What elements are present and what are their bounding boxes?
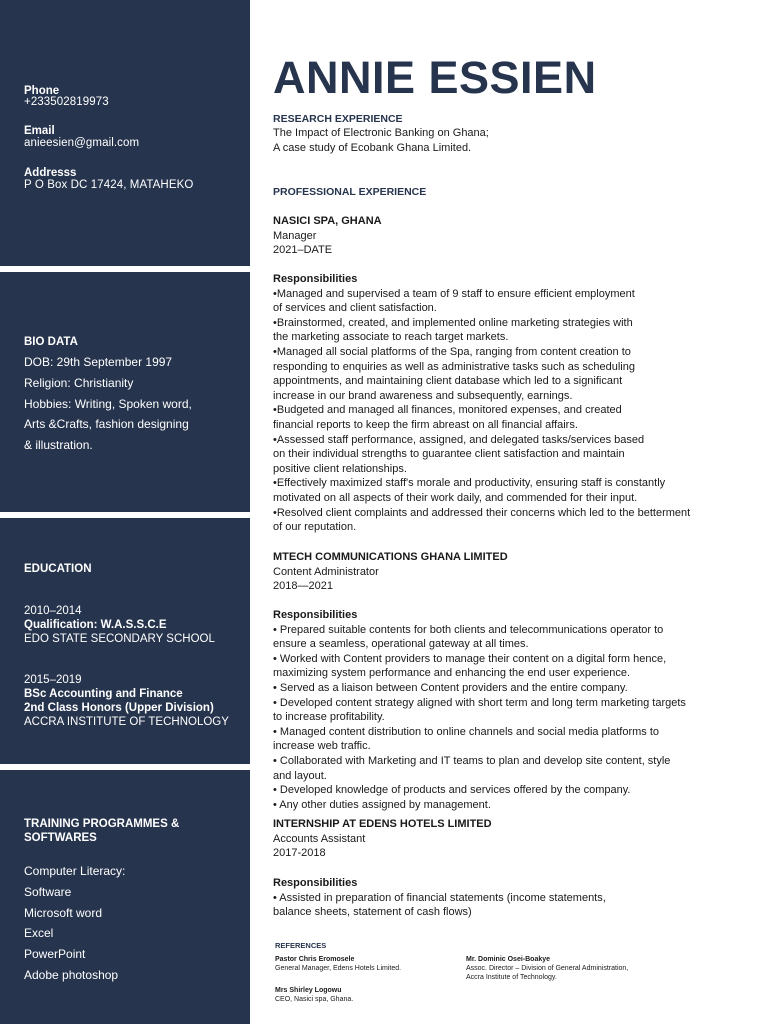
education-years: 2015–2019 (24, 674, 82, 686)
training-item: Software (24, 884, 72, 899)
reference-line: General Manager, Edens Hotels Limited. (275, 965, 402, 972)
bio-lines (24, 352, 192, 456)
resp-line: increase web traffic. (273, 740, 371, 753)
bio-line: Religion: Christianity (24, 375, 134, 390)
resp-line: increase in our brand awareness and subsequently, earnings. (273, 389, 573, 402)
job-dates: 2021–DATE (273, 244, 333, 257)
training-list (24, 861, 125, 986)
resp-line: • Collaborated with Marketing and IT teams to plan and develop site content, style (273, 754, 671, 767)
phone-label: Phone (24, 85, 60, 97)
resp-line: • Managed content distribution to online channels and social media platforms to (273, 725, 660, 738)
resp-line: • Developed knowledge of products and services offered by the company. (273, 784, 631, 797)
reference-name: Pastor Chris Eromosele (275, 956, 355, 963)
education-entry (24, 604, 215, 646)
resp-line: •Assessed staff performance, assigned, and delegated tasks/services based (273, 433, 645, 446)
job-entry (273, 550, 508, 594)
job-entry (273, 214, 382, 258)
reference-line: Accra Institute of Technology. (466, 974, 557, 981)
education-honors: 2nd Class Honors (Upper Division) (24, 702, 214, 714)
bio-heading: BIO DATA (24, 336, 78, 348)
resp-line: •Managed and supervised a team of 9 staff to ensure efficient employment (273, 287, 635, 300)
training-heading-line: TRAINING PROGRAMMES & (24, 818, 180, 830)
training-heading (24, 817, 179, 845)
resp-line: •Resolved client complaints and addressed their concerns which led to the betterment (273, 506, 691, 519)
email-label: Email (24, 125, 55, 137)
job-title: Content Administrator (273, 565, 379, 578)
training-item: Computer Literacy: (24, 864, 126, 878)
resp-line: • Assisted in preparation of financial statements (income statements, (273, 891, 606, 904)
phone-value: +233502819973 (24, 96, 109, 108)
resp-line: •Budgeted and managed all finances, monitored expenses, and created (273, 404, 622, 417)
training-heading-line: SOFTWARES (24, 832, 97, 844)
job-title: Manager (273, 229, 317, 242)
job-company: NASICI SPA, GHANA (273, 215, 382, 227)
education-qualification: BSc Accounting and Finance (24, 688, 183, 700)
resp-line: positive client relationships. (273, 462, 407, 475)
training-block (0, 770, 250, 1024)
research-lines (273, 126, 489, 155)
resp-line: maximizing system performance and enhancing the end user experience. (273, 667, 631, 680)
resp-line: financial reports to keep the firm abreast on all financial affairs. (273, 418, 578, 431)
training-item: Microsoft word (24, 905, 103, 920)
sidebar (0, 0, 250, 1024)
education-school: ACCRA INSTITUTE OF TECHNOLOGY (24, 716, 229, 728)
contact-block (0, 0, 250, 266)
resp-line: balance sheets, statement of cash flows) (273, 906, 472, 919)
resp-line: • Worked with Content providers to manage their content on a digital form hence, (273, 652, 667, 665)
resp-line: ensure a seamless, operational gateway at all times. (273, 638, 529, 651)
education-entry (24, 673, 229, 729)
bio-line: Arts &Crafts, fashion designing (24, 417, 189, 432)
job-dates: 2018—2021 (273, 580, 333, 593)
education-heading: EDUCATION (24, 563, 92, 575)
responsibilities-heading: Responsibilities (273, 609, 358, 621)
resp-line: on their individual strengths to guarantee client satisfaction and maintain (273, 448, 625, 461)
job-responsibilities (273, 876, 606, 920)
reference-name: Mr. Dominic Osei-Boakye (466, 956, 551, 963)
professional-heading: PROFESSIONAL EXPERIENCE (273, 186, 427, 198)
job-entry (273, 817, 492, 861)
reference-entry (275, 986, 353, 1004)
education-years: 2010–2014 (24, 605, 82, 617)
references-heading: REFERENCES (275, 941, 327, 950)
job-company: INTERNSHIP AT EDENS HOTELS LIMITED (273, 818, 492, 830)
resp-line: motivated on all aspects of their work daily, and commended for their input. (273, 491, 638, 504)
resp-line: of our reputation. (273, 521, 357, 534)
bio-line: DOB: 29th September 1997 (24, 355, 173, 369)
resp-line: appointments, and maintaining client database which led to a significant (273, 375, 623, 388)
research-line: The Impact of Electronic Banking on Ghana; (273, 127, 489, 139)
address-label: Addresss (24, 167, 77, 179)
address-value: P O Box DC 17424, MATAHEKO (24, 179, 194, 191)
job-responsibilities (273, 272, 690, 535)
training-item: Adobe photoshop (24, 967, 119, 982)
resp-line: • Prepared suitable contents for both clients and telecommunications operator to (273, 623, 664, 636)
training-item: Excel (24, 926, 54, 941)
candidate-name: ANNIE ESSIEN (273, 52, 597, 103)
reference-entry (275, 955, 401, 973)
resp-line: responding to enquiries as well as administrative tasks such as scheduling (273, 360, 635, 373)
bio-block (0, 272, 250, 512)
resp-line: • Served as a liaison between Content providers and the entire company. (273, 681, 628, 694)
training-item: PowerPoint (24, 947, 86, 962)
education-school: EDO STATE SECONDARY SCHOOL (24, 633, 215, 645)
research-heading: RESEARCH EXPERIENCE (273, 113, 403, 125)
reference-line: Assoc. Director – Division of General Administration, (466, 965, 629, 972)
responsibilities-heading: Responsibilities (273, 273, 358, 285)
education-block (0, 518, 250, 764)
reference-line: CEO, Nasici spa, Ghana. (275, 996, 354, 1003)
resp-line: to increase profitability. (273, 711, 385, 724)
job-responsibilities (273, 608, 686, 812)
resp-line: •Effectively maximized staff's morale and productivity, ensuring staff is constantly (273, 477, 666, 490)
reference-name: Mrs Shirley Logowu (275, 987, 342, 994)
resp-line: •Managed all social platforms of the Spa, ranging from content creation to (273, 345, 631, 358)
job-title: Accounts Assistant (273, 832, 366, 845)
research-line: A case study of Ecobank Ghana Limited. (273, 141, 472, 154)
responsibilities-heading: Responsibilities (273, 877, 358, 889)
job-company: MTECH COMMUNICATIONS GHANA LIMITED (273, 551, 508, 563)
resp-line: of services and client satisfaction. (273, 302, 437, 315)
resp-line: •Brainstormed, created, and implemented online marketing strategies with (273, 316, 633, 329)
bio-line: Hobbies: Writing, Spoken word, (24, 396, 192, 411)
job-dates: 2017-2018 (273, 847, 326, 860)
resp-line: • Any other duties assigned by management. (273, 798, 491, 811)
resp-line: • Developed content strategy aligned with short term and long term marketing targets (273, 696, 686, 709)
bio-line: & illustration. (24, 438, 93, 453)
reference-entry (466, 955, 628, 982)
education-qualification: Qualification: W.A.S.S.C.E (24, 619, 167, 631)
email-value: anieesien@gmail.com (24, 137, 140, 149)
resp-line: the marketing associate to reach target markets. (273, 331, 509, 344)
resp-line: and layout. (273, 769, 327, 782)
